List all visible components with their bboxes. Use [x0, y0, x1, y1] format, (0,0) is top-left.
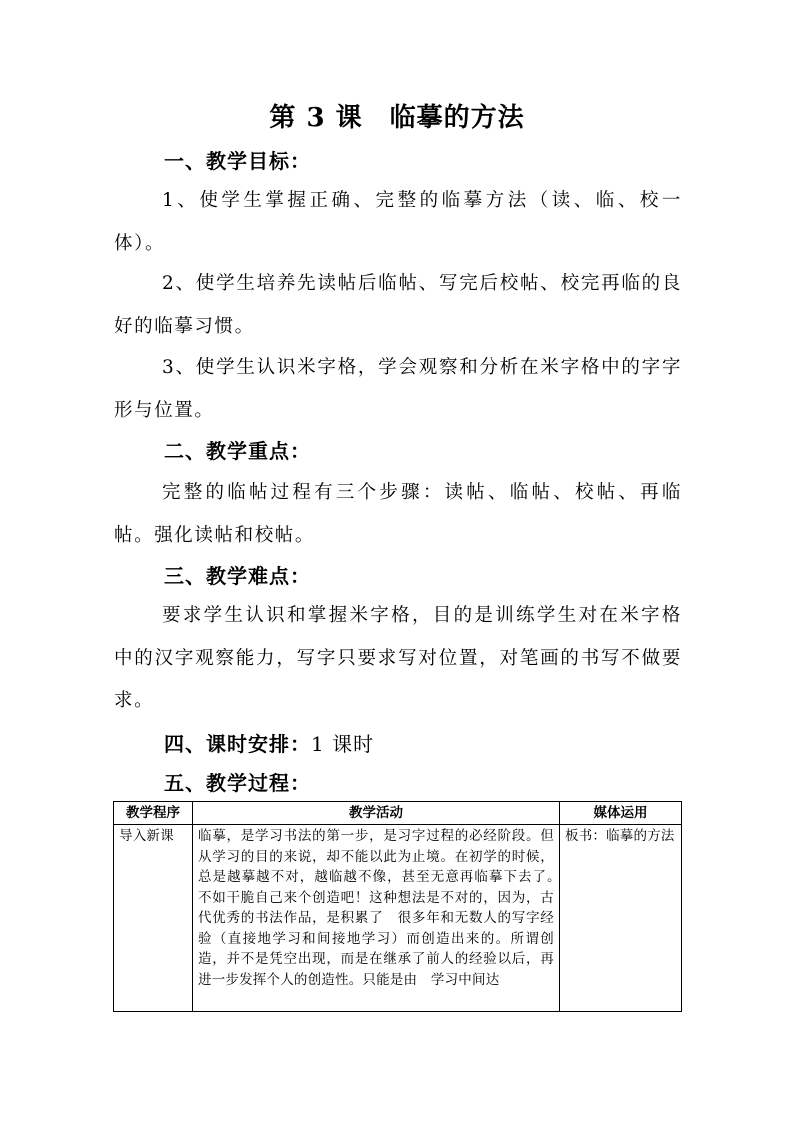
key-points-heading: 二、教学重点：	[164, 439, 311, 463]
objective-item-1: 1、使学生掌握正确、完整的临摹方法（读、临、校一体）。	[114, 190, 682, 254]
schedule-line	[164, 729, 374, 759]
table-row	[114, 825, 682, 1012]
table-header-row	[114, 802, 682, 825]
media-text: 板书：临摹的方法	[565, 828, 675, 844]
header-media: 媒体运用	[560, 802, 682, 825]
process-heading: 五、教学过程：	[164, 771, 311, 795]
cell-procedure	[114, 825, 193, 1012]
cell-media	[560, 825, 682, 1012]
cell-activity	[193, 825, 568, 1012]
header-activity: 教学活动	[193, 802, 560, 825]
key-points-text: 完整的临帖过程有三个步骤：读帖、临帖、校帖、再临帖。强化读帖和校帖。	[114, 482, 682, 546]
schedule-value: 1 课时	[311, 732, 375, 756]
difficulties-text: 要求学生认识和掌握米字格，目的是训练学生对在米字格中的汉字观察能力，写字只要求写对位置，对笔画的书写不做要求。	[114, 605, 682, 711]
schedule-label: 四、课时安排：	[164, 732, 311, 756]
difficulties-heading: 三、教学难点：	[164, 564, 311, 588]
objectives-heading: 一、教学目标：	[164, 149, 311, 173]
objective-item-2: 2、使学生培养先读帖后临帖、写完后校帖、校完再临的良好的临摹习惯。	[114, 273, 682, 337]
header-procedure: 教学程序	[114, 802, 193, 825]
procedure-text: 导入新课	[119, 828, 174, 844]
page-title: 第 3 课 临摹的方法	[269, 103, 525, 133]
objective-item-3: 3、使学生认识米字格，学会观察和分析在米字格中的字字形与位置。	[114, 357, 682, 421]
activity-text: 临摹，是学习书法的第一步，是习字过程的必经阶段。但从学习的目的来说，却不能以此为止境。在初学的时候，总是越摹越不对，越临越不像，甚至无意再临摹下去了。 不如干脆自己来个创造吧！这种想法是不对的，因为，古代优秀的书法作品，是积累了 很多年和无数人的写字经验（直接地学习和间接地学习）而创造出来的。所谓创造，并不是凭空出现，而是在继承了前人的经验以后，再进一步发挥个人的创造性。只能是由 学习中间达	[198, 828, 568, 988]
lesson-process-table	[113, 801, 682, 1012]
